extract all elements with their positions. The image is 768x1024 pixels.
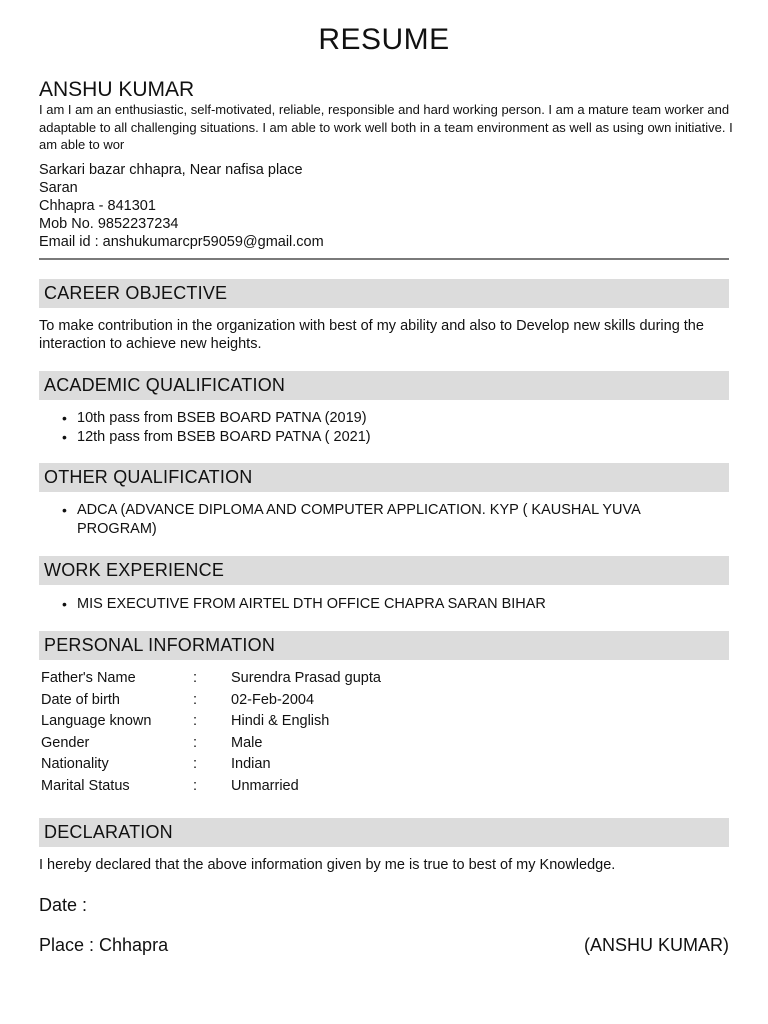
section-heading-personal-information: PERSONAL INFORMATION — [39, 631, 729, 660]
info-separator: : — [193, 670, 198, 686]
bullet-icon: • — [62, 428, 67, 445]
list-item — [62, 409, 722, 428]
declaration-text: I hereby declared that the above information given by me is true to best of my Knowledge. — [39, 857, 616, 873]
section-heading-career-objective: CAREER OBJECTIVE — [39, 279, 729, 308]
section-heading-declaration: DECLARATION — [39, 818, 729, 847]
info-label: Language known — [41, 713, 152, 730]
info-label: Gender — [41, 734, 90, 751]
list-item — [62, 428, 722, 447]
date-label: Date : — [39, 895, 88, 915]
section-heading-academic: ACADEMIC QUALIFICATION — [39, 371, 729, 400]
info-label: Marital Status — [41, 777, 130, 794]
address-district: Saran — [39, 180, 78, 196]
info-value: Surendra Prasad gupta — [231, 670, 381, 686]
info-value: Unmarried — [231, 777, 299, 794]
academic-item-text: 10th pass from BSEB BOARD PATNA (2019) — [77, 410, 367, 426]
mobile-number: Mob No. 9852237234 — [39, 216, 179, 232]
section-heading-other-qualification: OTHER QUALIFICATION — [39, 463, 729, 492]
work-experience-list — [62, 595, 722, 614]
bullet-icon: • — [62, 596, 67, 612]
info-label: Father's Name — [41, 670, 136, 686]
bullet-icon: • — [62, 410, 67, 426]
signature-name: (ANSHU KUMAR) — [583, 935, 729, 955]
info-label: Nationality — [41, 756, 109, 773]
bullet-icon: • — [62, 502, 67, 518]
list-item — [62, 501, 722, 538]
info-separator: : — [193, 777, 198, 794]
career-objective-text: To make contribution in the organization with best of my ability and also to Develop new skills during the interaction to achieve new heights. — [39, 318, 704, 352]
other-qualification-list — [62, 501, 722, 538]
email-address: Email id : anshukumarcpr59059@gmail.com — [39, 234, 324, 250]
info-separator: : — [193, 691, 198, 708]
section-heading-work-experience: WORK EXPERIENCE — [39, 556, 729, 585]
address-line: Sarkari bazar chhapra, Near nafisa place — [39, 162, 303, 178]
address-city-pin: Chhapra - 841301 — [39, 198, 156, 214]
info-separator: : — [193, 713, 198, 730]
resume-title: RESUME — [318, 23, 450, 56]
info-label: Date of birth — [41, 691, 120, 708]
academic-item-text: 12th pass from BSEB BOARD PATNA ( 2021) — [77, 428, 371, 445]
place-label: Place : Chhapra — [39, 935, 169, 955]
work-experience-text: MIS EXECUTIVE FROM AIRTEL DTH OFFICE CHAPRA SARAN BIHAR — [77, 596, 546, 612]
other-qualification-text: ADCA (ADVANCE DIPLOMA AND COMPUTER APPLICATION. KYP ( KAUSHAL YUVA PROGRAM) — [77, 502, 640, 537]
info-separator: : — [193, 734, 198, 751]
info-value: Hindi & English — [231, 713, 330, 730]
summary-text: I am I am an enthusiastic, self-motivated, reliable, responsible and hard working person. I am a mature team worker and adaptable to all challenging situations. I am able to work well both in a team environment as well as using own initiative. I am able to wor — [39, 102, 733, 152]
contact-block — [39, 161, 324, 251]
info-separator: : — [193, 756, 198, 773]
list-item — [62, 595, 722, 614]
info-value: Male — [231, 734, 263, 751]
candidate-name: ANSHU KUMAR — [39, 78, 195, 101]
info-value: Indian — [231, 756, 271, 773]
header-divider — [39, 258, 729, 260]
academic-list — [62, 409, 722, 446]
info-value: 02-Feb-2004 — [231, 691, 315, 708]
